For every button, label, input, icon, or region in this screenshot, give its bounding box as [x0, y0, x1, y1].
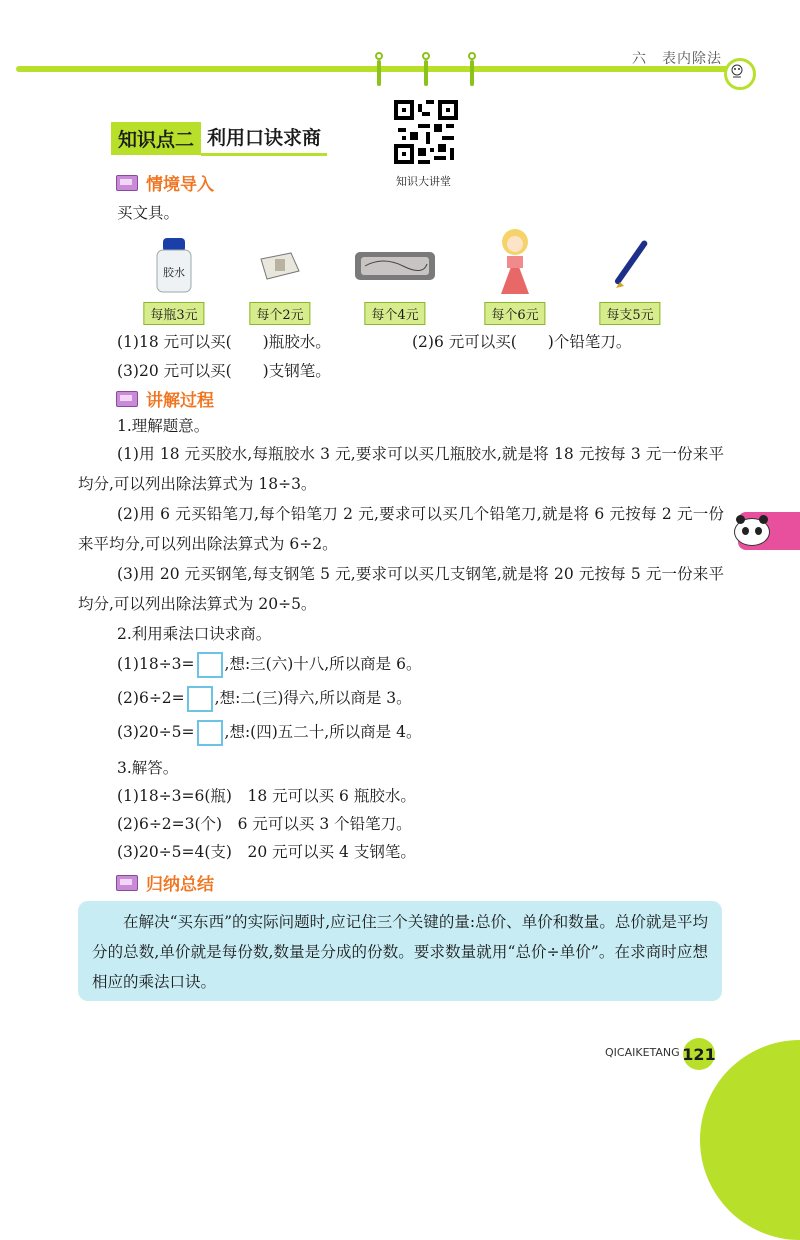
question-3: (3)20 元可以买( )支钢笔。: [117, 362, 331, 380]
summary-heading: [116, 870, 214, 895]
intro-heading-text: 情境导入: [146, 175, 214, 195]
question-1: (1)18 元可以买( )瓶胶水。: [117, 333, 331, 351]
summary-text: 在解决“买东西”的实际问题时,应记住三个关键的量:总价、单价和数量。总价就是平均分的总数,单价就是每份数,数量是分成的份数。要求数量就用“总价÷单价”。在求商时应想相应的乘法口诀。: [92, 913, 708, 991]
knowledge-point-label: 知识点二: [111, 122, 201, 155]
knowledge-point-header: [111, 120, 327, 156]
product-glue: [119, 236, 229, 336]
price-tag: 每支5元: [599, 302, 660, 325]
step-3-title: 3.解答。: [117, 759, 179, 777]
price-tag: 每瓶3元: [143, 302, 204, 325]
knowledge-point-title: 利用口诀求商: [201, 120, 327, 156]
product-pen: [575, 236, 685, 336]
book-icon: [116, 391, 138, 407]
explanation-3: (3)用 20 元买钢笔,每支钢笔 5 元,要求可以买几支钢笔,就是将 20 元按每 5 元一份来平均分,可以列出除法算式为 20÷5。: [78, 565, 724, 613]
equation: (1)18÷3=: [117, 655, 195, 673]
hint: ,想:(四)五二十,所以商是 4。: [224, 723, 422, 741]
pencil-sharpener-icon: [225, 236, 335, 296]
summary-box: [78, 901, 722, 1001]
answer-box[interactable]: [197, 652, 223, 678]
price-tag: 每个4元: [364, 302, 425, 325]
equation: (3)20÷5=: [117, 723, 195, 741]
product-doll: [460, 226, 570, 326]
qr-code-icon[interactable]: [394, 100, 458, 164]
footer-brand: QICAIKETANG: [605, 1046, 680, 1059]
question-2: (2)6 元可以买( )个铅笔刀。: [412, 333, 632, 351]
process-heading-text: 讲解过程: [146, 391, 214, 411]
binder-pin: [422, 52, 430, 86]
pencil-box-icon: [340, 236, 450, 296]
panda-icon: [734, 518, 770, 546]
doll-icon: [460, 226, 570, 296]
chapter-title: 六 表内除法: [632, 51, 722, 67]
binder-pin: [468, 52, 476, 86]
price-tag: 每个2元: [249, 302, 310, 325]
answer-box[interactable]: [187, 686, 213, 712]
mult-hint-3: [117, 720, 421, 746]
book-icon: [116, 175, 138, 191]
step-2-title: 2.利用乘法口诀求商。: [117, 625, 272, 643]
hint: ,想:二(三)得六,所以商是 3。: [214, 689, 412, 707]
mult-hint-1: [117, 652, 421, 678]
corner-decoration: [700, 1040, 800, 1240]
page-number: 121: [683, 1038, 715, 1070]
binder-pin: [375, 52, 383, 86]
process-heading: [116, 386, 214, 411]
answer-2: (2)6÷2=3(个) 6 元可以买 3 个铅笔刀。: [117, 815, 412, 833]
answer-box[interactable]: [197, 720, 223, 746]
fountain-pen-icon: [575, 236, 685, 296]
summary-heading-text: 归纳总结: [146, 875, 214, 895]
product-sharpener: [225, 236, 335, 336]
book-icon: [116, 875, 138, 891]
intro-text: 买文具。: [117, 204, 180, 222]
qr-caption: 知识大讲堂: [396, 175, 451, 188]
answer-3: (3)20÷5=4(支) 20 元可以买 4 支钢笔。: [117, 843, 416, 861]
price-tag: 每个6元: [484, 302, 545, 325]
intro-heading: [116, 170, 214, 195]
equation: (2)6÷2=: [117, 689, 185, 707]
hint: ,想:三(六)十八,所以商是 6。: [224, 655, 422, 673]
explanation-2: (2)用 6 元买铅笔刀,每个铅笔刀 2 元,要求可以买几个铅笔刀,就是将 6 元按每 2 元一份来平均分,可以列出除法算式为 6÷2。: [78, 505, 724, 553]
answer-1: (1)18÷3=6(瓶) 18 元可以买 6 瓶胶水。: [117, 787, 416, 805]
glue-label: 胶水: [163, 266, 185, 279]
mult-hint-2: [117, 686, 412, 712]
step-1-title: 1.理解题意。: [117, 417, 210, 435]
explanation-1: (1)用 18 元买胶水,每瓶胶水 3 元,要求可以买几瓶胶水,就是将 18 元按每 3 元一份来平均分,可以列出除法算式为 18÷3。: [78, 445, 724, 493]
product-pencil-box: [340, 236, 450, 336]
chapter-mascot-icon: [724, 58, 756, 90]
